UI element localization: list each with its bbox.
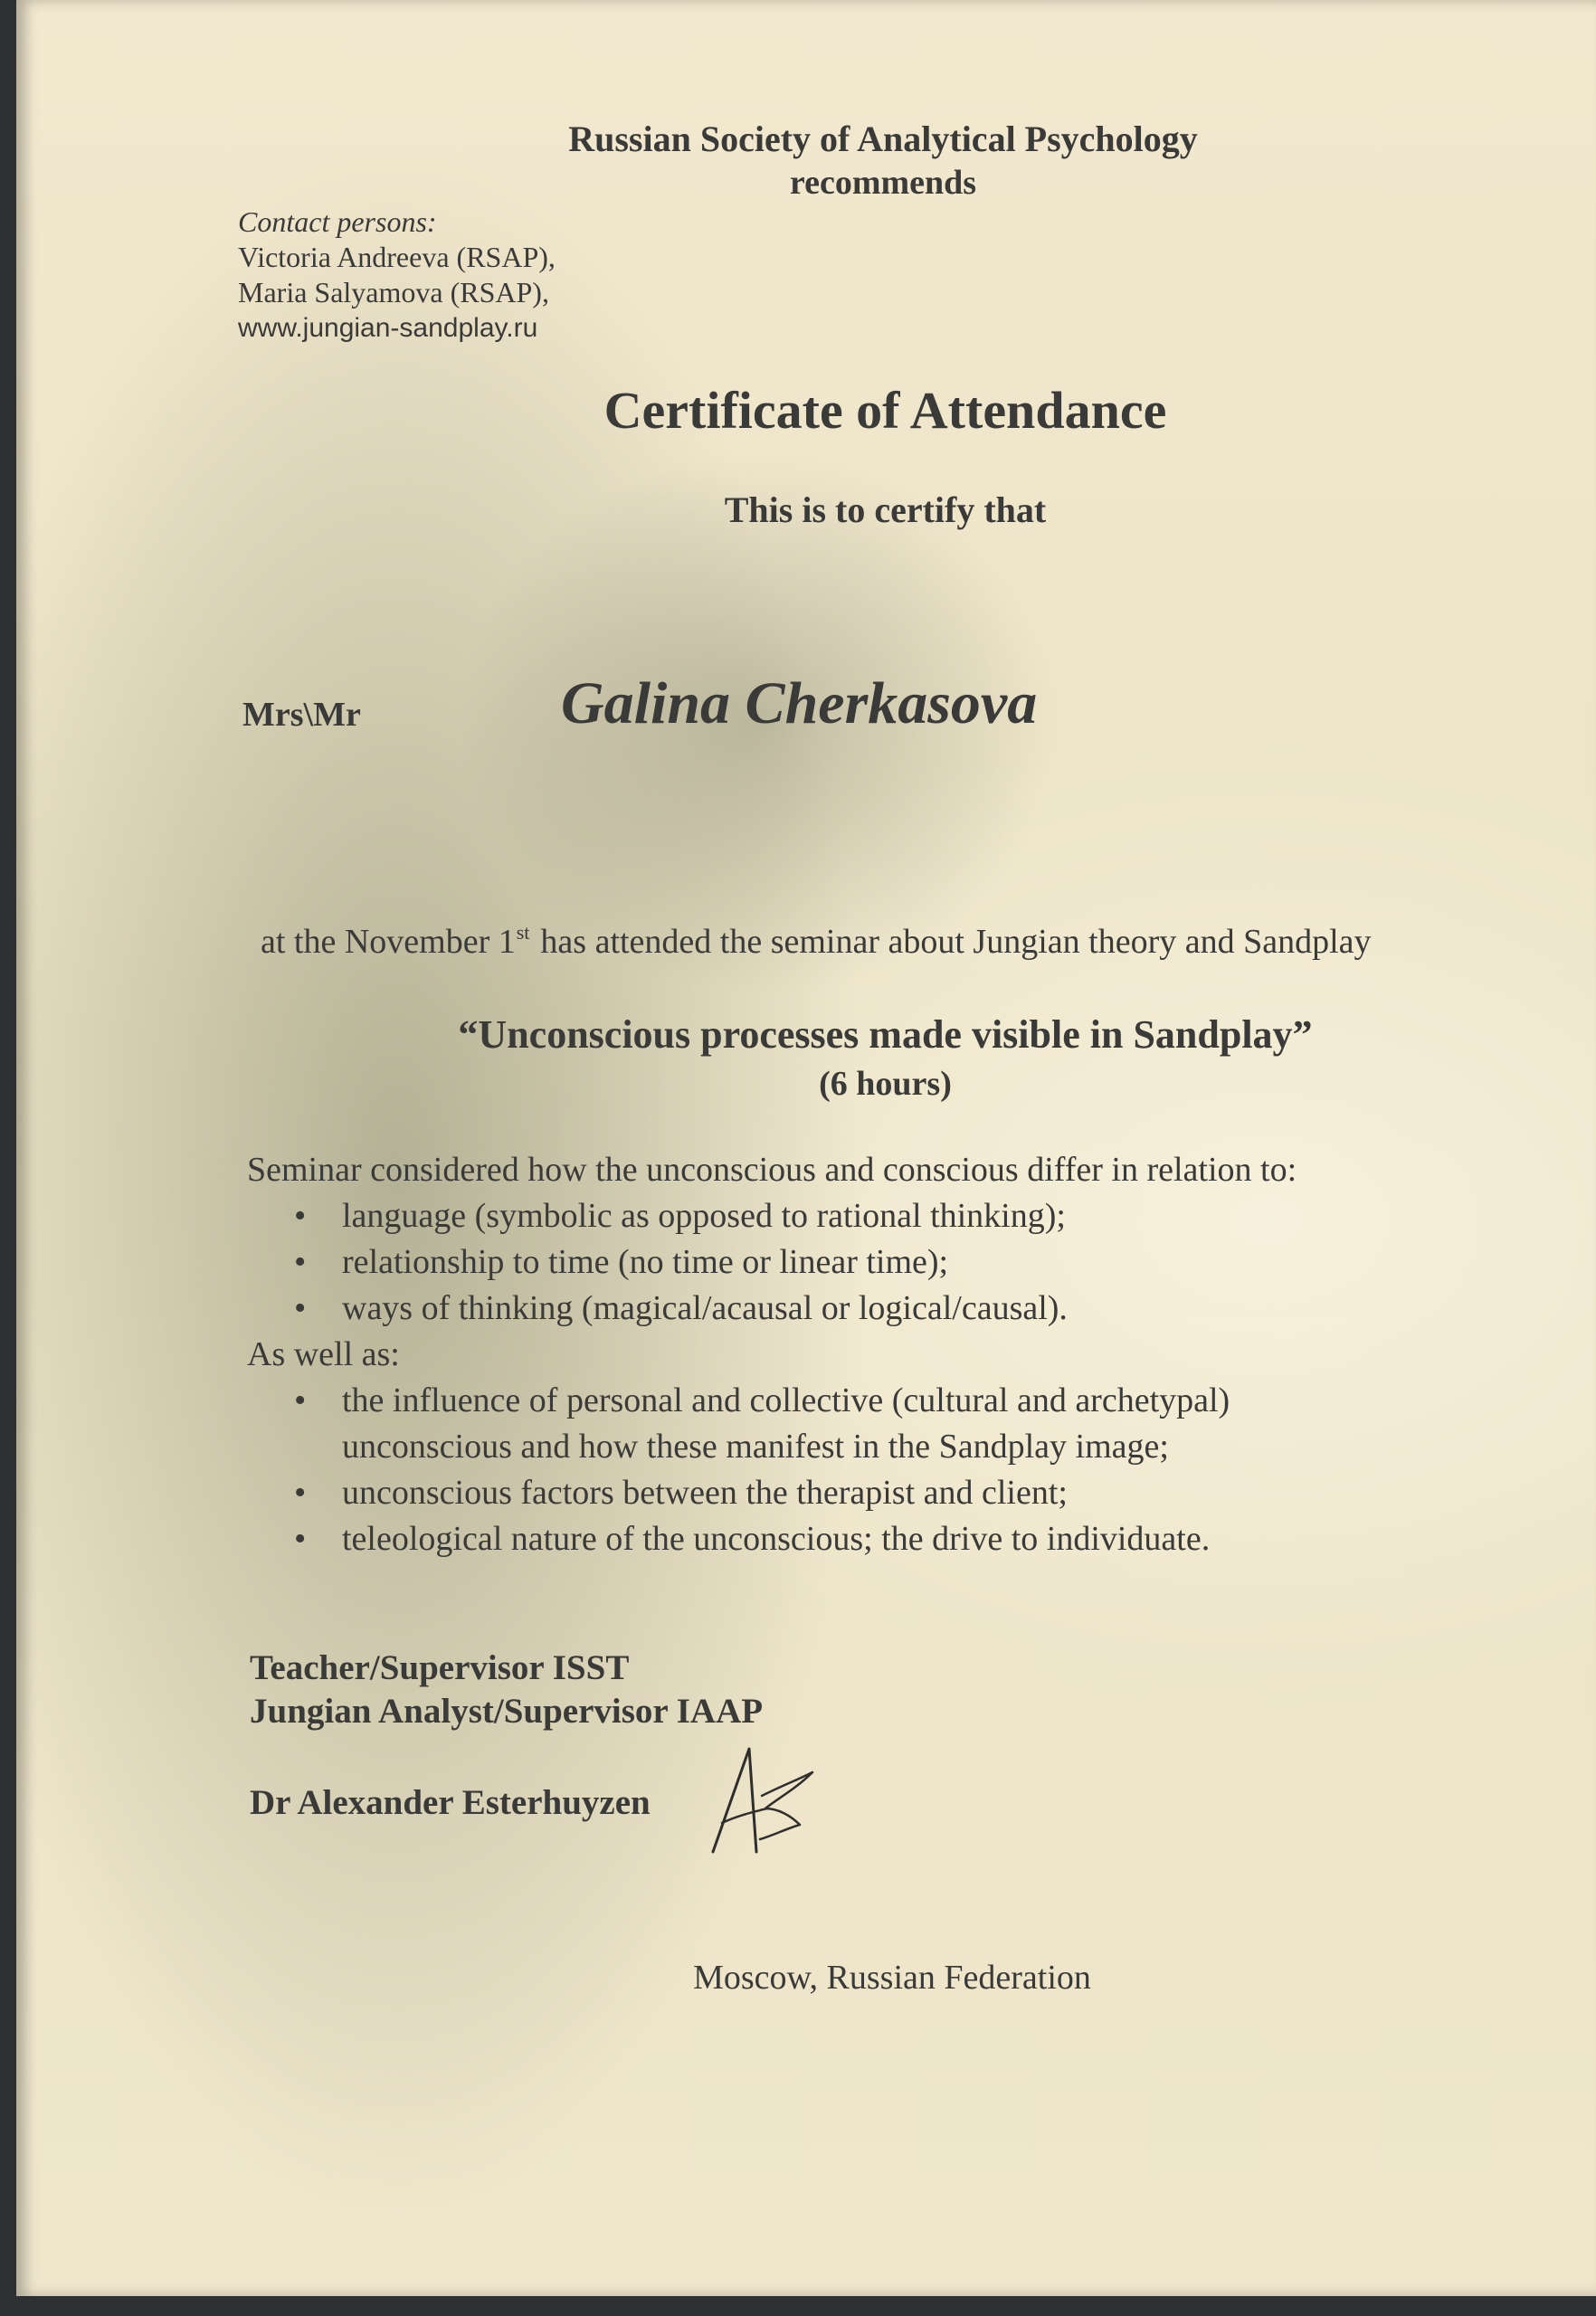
signatory-name: Dr Alexander Esterhuyzen <box>250 1783 651 1822</box>
list-item-continuation: unconscious and how these manifest in the Sandplay image; <box>342 1428 1169 1466</box>
signature-mark <box>697 1742 832 1859</box>
seminar-duration: (6 hours) <box>819 1065 952 1103</box>
date-ordinal-suffix: st <box>516 921 530 944</box>
role-iaap: Jungian Analyst/Supervisor IAAP <box>250 1692 764 1731</box>
contact-person-1: Victoria Andreeva (RSAP), <box>238 241 556 273</box>
seminar-content <box>247 1147 1297 1562</box>
contact-person-2: Maria Salyamova (RSAP), <box>238 276 549 308</box>
certificate-title: Certificate of Attendance <box>603 381 1167 440</box>
list-item: • ways of thinking (magical/acausal or logical/causal). <box>247 1286 1297 1332</box>
contacts-label: Contact persons: <box>238 205 437 238</box>
list-item: • language (symbolic as opposed to rational thinking); <box>247 1193 1297 1239</box>
bullet-icon: • <box>294 1243 307 1281</box>
attendance-line <box>261 921 1372 962</box>
issue-place: Moscow, Russian Federation <box>693 1959 1091 1997</box>
bullet-icon: • <box>294 1381 307 1419</box>
list-item: • teleological nature of the unconscious; the drive to individuate. <box>247 1516 1297 1562</box>
bullet-icon: • <box>294 1289 307 1327</box>
attendance-description: has attended the seminar about Jungian theory and Sandplay <box>540 923 1372 961</box>
contact-block <box>238 204 556 346</box>
organization-name: Russian Society of Analytical Psychology <box>568 119 1198 159</box>
as-well-as-label: As well as: <box>247 1335 400 1373</box>
role-isst: Teacher/Supervisor ISST <box>250 1648 630 1687</box>
list-item: • relationship to time (no time or linear time); <box>247 1239 1297 1286</box>
topic-list-1 <box>247 1193 1297 1332</box>
certificate-page <box>16 0 1596 2296</box>
attendee-name: Galina Cherkasova <box>561 670 1038 736</box>
content-intro: Seminar considered how the unconscious and conscious differ in relation to: <box>247 1151 1297 1189</box>
signatory-roles <box>250 1647 763 1733</box>
website-text: www.jungian-sandplay.ru <box>238 313 538 343</box>
seminar-title: “Unconscious processes made visible in Sandplay” <box>458 1012 1313 1057</box>
bullet-icon: • <box>294 1520 307 1558</box>
certify-line: This is to certify that <box>724 489 1047 530</box>
attendance-date: at the November 1 <box>261 923 516 961</box>
bullet-icon: • <box>294 1197 307 1235</box>
list-item: • the influence of personal and collective (cultural and archetypal) <box>247 1378 1297 1424</box>
list-item: • unconscious factors between the therapist and client; <box>247 1470 1297 1516</box>
recommends-text: recommends <box>789 164 977 202</box>
salutation: Mrs\Mr <box>242 696 361 734</box>
topic-list-2 <box>247 1378 1297 1562</box>
bullet-icon: • <box>294 1474 307 1512</box>
